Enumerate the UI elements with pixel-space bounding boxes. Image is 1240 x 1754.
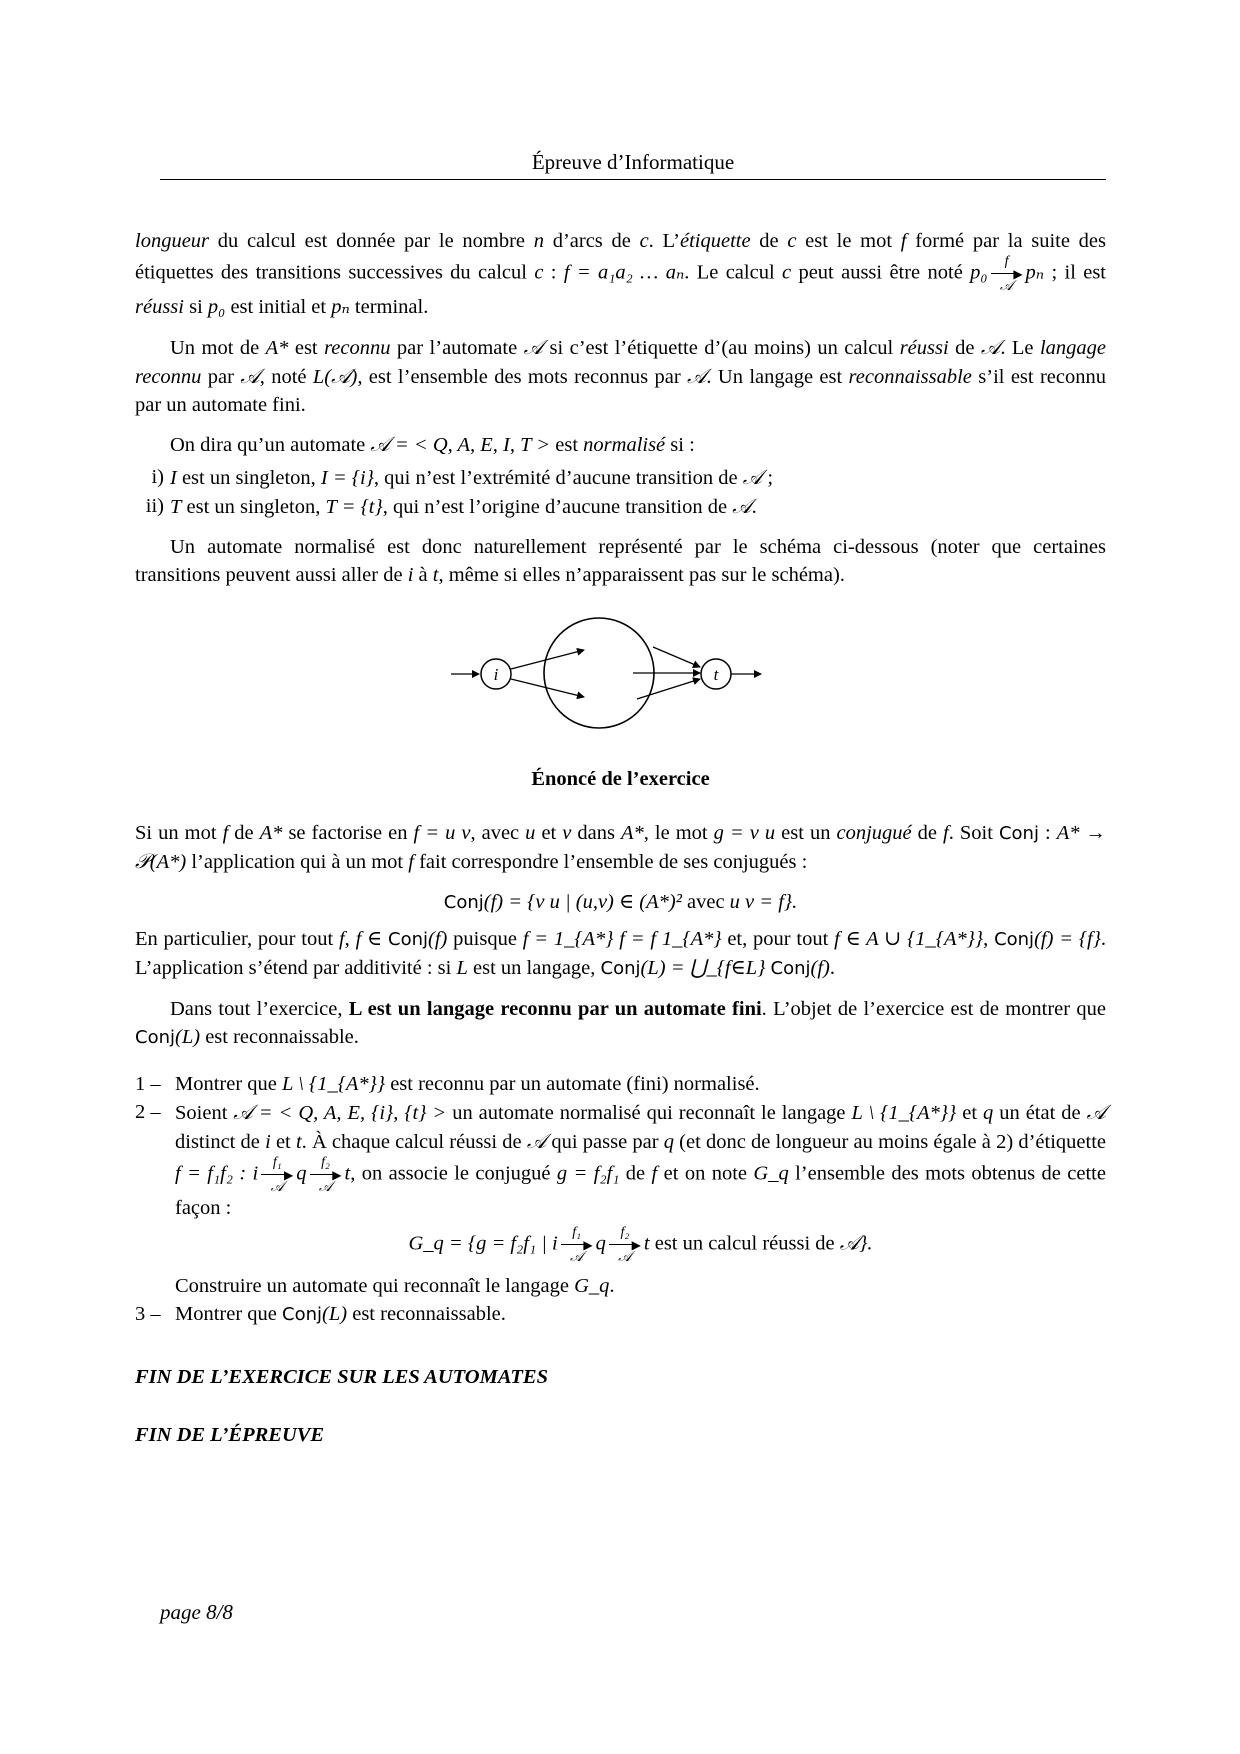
question-1: 1 – Montrer que L \ {1_{A*}} est reconnu par un automate (fini) normalisé. [135,1073,760,1095]
page-content [135,227,1106,1461]
arrow-t-up [653,647,700,667]
arrow-t-down [637,679,700,699]
labeled-arrow: f ▶ 𝒜 [991,255,1023,293]
paragraph-reconnu: Un mot de A* est reconnu par l’automate 𝒜 si c’est l’étiquette d’(au moins) un calcul réussi de 𝒜. Le langage reconnu par 𝒜, noté L(𝒜), est l’ensemble des mots reconnus par 𝒜. Un langage est reconnaissable s’il est reconnu par un automate fini. [135,335,1106,416]
gq-definition: G_q = {g = f₂f₁ | i f₁ ▶ 𝒜 q f₂ ▶ 𝒜 t est un calcul réussi de 𝒜}. [408,1225,873,1265]
state-t-label: t [713,665,718,684]
labeled-arrow: f₂ ▶ 𝒜 [609,1226,641,1264]
conditions-list [135,463,1106,521]
paragraph-conjugue: Si un mot f de A* se factorise en f = u v, avec u et v dans A*, le mot g = v u est un conjugué de f. Soit Conj : A* → 𝒫(A*) l’application qui à un mot f fait correspondre l’ensemble de ses conjugués : [135,822,1107,873]
end-exercise: FIN DE L’EXERCICE SUR LES AUTOMATES [135,1366,548,1388]
paragraph-particulier: En particulier, pour tout f, f ∈ Conj(f) puisque f = 1_{A*} f = f 1_{A*} et, pour tout f ∈ A ∪ {1_{A*}}, Conj(f) = {f}. L’application s’étend par additivité : si L est un langage, Conj(L) = ⋃_{f∈L} Conj(f). [135,928,1107,979]
paragraph-objet: Dans tout l’exercice, L est un langage reconnu par un automate fini. L’objet de l’exercice est de montrer que Conj(L) est reconnaissable. [135,998,1106,1048]
questions-list [135,1070,1106,1329]
labeled-arrow: f₂ ▶ 𝒜 [310,1156,342,1194]
labeled-arrow: f₁ ▶ 𝒜 [261,1156,293,1194]
conj-definition: Conj(f) = {v u | (u,v) ∈ (A*)² avec u v = f}. [443,891,798,913]
paragraph-calcul: longueur du calcul est donnée par le nombre n d’arcs de c. L’étiquette de c est le mot f formé par la suite des étiquettes des transitions successives du calcul c : f = a₁a₂ … aₙ. Le calcul c peut aussi être noté p₀ f ▶ 𝒜 pₙ ; il est réussi si p₀ est initial et pₙ terminal. [135,230,1107,318]
automaton-diagram [135,609,1106,739]
automaton-svg [451,609,791,739]
state-i-label: i [493,665,498,684]
page-number: page 8/8 [160,1600,233,1624]
labeled-arrow: f₁ ▶ 𝒜 [561,1226,593,1264]
list-item: ii) T est un singleton, T = {t}, qui n’est l’origine d’aucune transition de 𝒜. [145,494,757,518]
section-title: Énoncé de l’exercice [531,768,710,790]
question-3: 3 – Montrer que Conj(L) est reconnaissable. [135,1303,506,1325]
page-header: Épreuve d’Informatique [160,150,1106,180]
paragraph-schema: Un automate normalisé est donc naturellement représenté par le schéma ci-dessous (noter que certaines transitions peuvent aussi aller de i à t, même si elles n’apparaissent pas sur le schéma). [135,536,1106,586]
list-item: i) I est un singleton, I = {i}, qui n’est l’extrémité d’aucune transition de 𝒜 ; [151,465,774,489]
paragraph-normalise: On dira qu’un automate 𝒜 = < Q, A, E, I, T > est normalisé si : [170,434,695,456]
question-2: 2 – Soient 𝒜 = < Q, A, E, {i}, {t} > un automate normalisé qui reconnaît le langage L \ {1_{A*}} et q un état de 𝒜 distinct de i et t. À chaque calcul réussi de 𝒜 qui passe par q (et donc de longueur au moins égale à 2) d’étiquette f = f₁f₂ : i f₁ ▶ 𝒜 q f₂ ▶ 𝒜 t, on associe le conjugué g = f₂f₁ de f et on note G_q l’ensemble des mots obtenus de cette façon : G_q = {g = f₂f₁ | i f₁ ▶ 𝒜 q f₂ ▶ 𝒜 t est un calcul réussi de 𝒜}. Construire un automate qui reconnaît le langage G_q. [135,1100,1106,1297]
end-exam: FIN DE L’ÉPREUVE [135,1424,325,1446]
